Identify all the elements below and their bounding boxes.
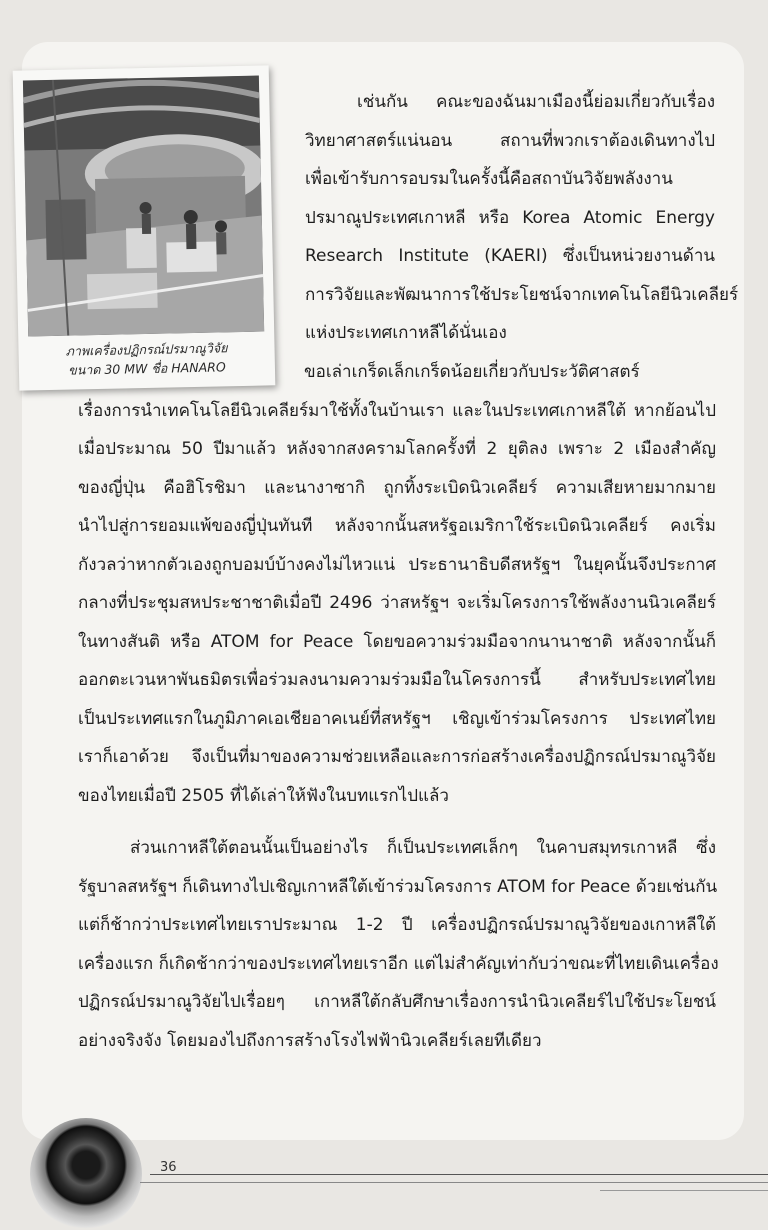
text-line: ส่วนเกาหลีใต้ตอนนั้นเป็นอย่างไร ก็เป็นประเทศเล็กๆ ในคาบสมุทรเกาหลี ซึ่ง [130,838,716,858]
text-line: เรื่องการนำเทคโนโลยีนิวเคลียร์มาใช้ทั้งในบ้านเรา และในประเทศเกาหลีใต้ หากย้อนไป [78,400,716,421]
text-line: แต่ก็ช้ากว่าประเทศไทยเราประมาณ 1-2 ปี เครื่องปฏิกรณ์ปรมาณูวิจัยของเกาหลีใต้ [78,915,716,935]
reactor-photo [23,76,264,337]
paragraph-3 [78,829,719,1060]
page-number: 36 [160,1160,177,1175]
text-line: ในทางสันติ หรือ ATOM for Peace โดยขอความร่วมมือจากนานาชาติ หลังจากนั้นก็ [78,631,716,652]
text-line: เช่นกัน คณะของฉันมาเมืองนี้ย่อมเกี่ยวกับเรื่อง [357,92,715,112]
text-line: นำไปสู่การยอมแพ้ของญี่ปุ่นทันที หลังจากนั้นสหรัฐอเมริกาใช้ระเบิดนิวเคลียร์ คงเริ่ม [78,516,716,536]
text-line: แห่งประเทศเกาหลีได้นั่นเอง [305,323,507,343]
reactor-photo-frame [13,65,276,390]
text-line: เป็นประเทศแรกในภูมิภาคเอเชียอาคเนย์ที่สหรัฐฯ เชิญเข้าร่วมโครงการ ประเทศไทย [78,708,716,729]
text-line: เราก็เอาด้วย จึงเป็นที่มาของความช่วยเหลือและการก่อสร้างเครื่องปฏิกรณ์ปรมาณูวิจัย [78,747,716,767]
text-line: เครื่องแรก ก็เกิดช้ากว่าของประเทศไทยเราอีก แต่ไม่สำคัญเท่ากับว่าขณะที่ไทยเดินเครื่อง [78,953,719,974]
text-line: เพื่อเข้ารับการอบรมในครั้งนี้คือสถาบันวิจัยพลังงาน [305,169,673,189]
caption-line: ขนาด 30 MW ชื่อ HANARO [68,359,226,378]
text-line: ออกตะเวนหาพันธมิตรเพื่อร่วมลงนามความร่วมมือในโครงการนี้ สำหรับประเทศไทย [78,670,716,690]
paragraph-1 [305,83,739,353]
text-line: อย่างจริงจัง โดยมองไปถึงการสร้างโรงไฟฟ้านิวเคลียร์เลยทีเดียว [78,1030,542,1051]
text-line: Research Institute (KAERI) ซึ่งเป็นหน่วยงานด้าน [305,246,715,266]
text-line: การวิจัยและพัฒนาการใช้ประโยชน์จากเทคโนโลยีนิวเคลียร์ [305,284,739,305]
paragraph-2 [78,353,716,815]
text-line: ปฏิกรณ์ปรมาณูวิจัยไปเรื่อยๆ เกาหลีใต้กลับศึกษาเรื่องการนำนิวเคลียร์ไปใช้ประโยชน์ [78,992,716,1012]
text-line: ปรมาณูประเทศเกาหลี หรือ Korea Atomic Energy [305,207,715,228]
caption-line: ภาพเครื่องปฏิกรณ์ปรมาณูวิจัย [65,340,228,359]
text-line: วิทยาศาสตร์แน่นอน สถานที่พวกเราต้องเดินทางไป [305,130,715,151]
text-line: ขอเล่าเกร็ดเล็กเกร็ดน้อยเกี่ยวกับประวัติศาสตร์ [304,362,640,382]
text-line: กังวลว่าหากตัวเองถูกบอมบ์บ้างคงไม่ไหวแน่ ประธานาธิบดีสหรัฐฯ ในยุคนั้นจึงประกาศ [78,554,716,575]
text-line: ของไทยเมื่อปี 2505 ที่ได้เล่าให้ฟังในบทแรกไปแล้ว [78,785,449,806]
footer-rule [150,1174,768,1175]
footer-rule [600,1190,768,1191]
text-line: เมื่อประมาณ 50 ปีมาแล้ว หลังจากสงครามโลกครั้งที่ 2 ยุติลง เพราะ 2 เมืองสำคัญ [78,439,716,459]
decorative-disc-icon [30,1118,142,1230]
text-line: รัฐบาลสหรัฐฯ ก็เดินทางไปเชิญเกาหลีใต้เข้าร่วมโครงการ ATOM for Peace ด้วยเช่นกัน [78,876,718,897]
text-line: กลางที่ประชุมสหประชาชาติเมื่อปี 2496 ว่าสหรัฐฯ จะเริ่มโครงการใช้พลังงานนิวเคลียร์ [78,593,716,613]
footer-rule [140,1182,768,1183]
text-line: ของญี่ปุ่น คือฮิโรชิมา และนางาซากิ ถูกทิ้งระเบิดนิวเคลียร์ ความเสียหายมากมาย [78,477,716,498]
